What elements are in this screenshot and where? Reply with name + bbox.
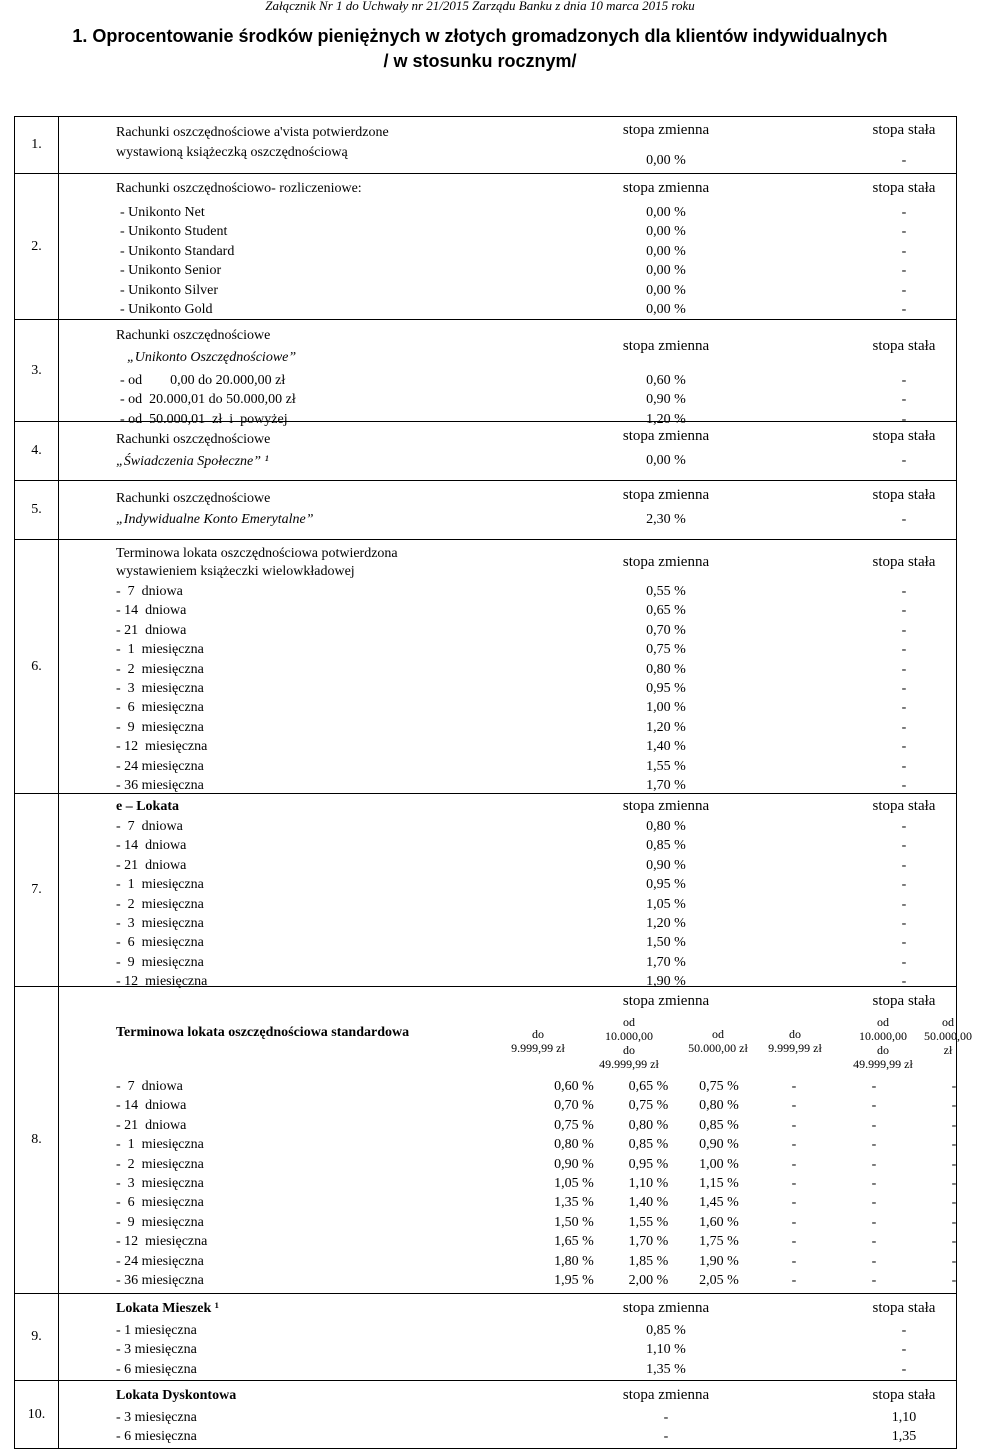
stopa-stala-header: stopa stała xyxy=(872,798,936,814)
rate-fixed: - xyxy=(901,1361,907,1377)
term-name: - 6 miesięczna xyxy=(116,1429,197,1445)
rate-fixed: - xyxy=(901,681,907,696)
rate-variable: 0,00 % xyxy=(646,153,686,168)
rate-variable: 1,50 % xyxy=(646,935,686,951)
product-name: - Unikonto Silver xyxy=(120,282,218,298)
section-body xyxy=(59,540,957,794)
rate-fixed: - xyxy=(901,453,907,468)
rate-variable: 1,40 % xyxy=(646,739,686,755)
term-name: - 9 miesięczna xyxy=(116,719,204,735)
term-name: - 9 miesięczna xyxy=(116,1214,204,1230)
term-name: - 36 miesięczna xyxy=(116,778,204,793)
stopa-zmienna-header: stopa zmienna xyxy=(622,428,710,444)
tier-header-line: 49.999,99 zł xyxy=(853,1057,913,1071)
rate-fixed: - xyxy=(901,838,907,854)
section-body xyxy=(59,174,957,320)
tier-header-line: od xyxy=(712,1027,724,1041)
tier-header-line: 10.000,00 xyxy=(859,1029,907,1043)
rate-fixed: - xyxy=(871,1253,877,1269)
term-name: - 1 miesięczna xyxy=(116,877,204,893)
term-name: - 3 miesięczna xyxy=(116,681,204,696)
term-name: - 6 miesięczna xyxy=(116,1195,204,1211)
rate-fixed: - xyxy=(791,1253,797,1269)
rate-variable: 0,65 % xyxy=(628,1079,669,1094)
rate-variable: 1,50 % xyxy=(554,1214,594,1230)
stopa-stala-header: stopa stała xyxy=(872,993,936,1009)
rate-variable: 1,05 % xyxy=(646,896,686,912)
rate-variable: 0,55 % xyxy=(646,584,686,599)
section-body xyxy=(59,987,972,1294)
section-s7 xyxy=(15,794,957,987)
term-name: - 7 dniowa xyxy=(116,819,183,834)
rate-variable: 0,75 % xyxy=(646,642,686,658)
section-title-line: Rachunki oszczędnościowe xyxy=(116,491,271,506)
rate-variable: 1,70 % xyxy=(628,1234,669,1250)
tier-header-line: od xyxy=(942,1015,954,1029)
section-body xyxy=(59,1294,957,1381)
product-name: - Unikonto Senior xyxy=(120,263,222,279)
section-number: 5. xyxy=(15,481,59,540)
rate-fixed: - xyxy=(901,896,907,912)
section-number: 9. xyxy=(15,1294,59,1381)
rate-fixed: - xyxy=(901,857,907,873)
term-name: - 2 miesięczna xyxy=(116,661,204,677)
term-name: - 6 miesięczna xyxy=(116,1361,197,1377)
rate-variable: 1,00 % xyxy=(699,1156,739,1172)
rate-variable: 0,85 % xyxy=(646,1323,686,1338)
term-name: - 2 miesięczna xyxy=(116,1156,204,1172)
section-title-line: Terminowa lokata oszczędnościowa potwierdzona xyxy=(116,546,398,561)
product-name: - Unikonto Student xyxy=(120,224,228,240)
rate-variable: 0,85 % xyxy=(628,1137,669,1153)
tier-header-line: 49.999,99 zł xyxy=(599,1057,659,1071)
rate-fixed: - xyxy=(901,153,907,168)
rate-variable: 0,75 % xyxy=(554,1117,594,1133)
rate-variable: 1,05 % xyxy=(554,1176,594,1191)
section-s1 xyxy=(15,117,957,174)
term-name: - 2 miesięczna xyxy=(116,896,204,912)
rate-fixed: - xyxy=(951,1079,957,1094)
rate-fixed: - xyxy=(901,819,907,834)
term-name: - 12 miesięczna xyxy=(116,974,208,990)
rate-variable: 0,00 % xyxy=(646,263,686,279)
term-name: - 14 dniowa xyxy=(116,1098,187,1114)
tier-header-line: od xyxy=(877,1015,889,1029)
rate-fixed: - xyxy=(951,1214,957,1230)
term-name: - 12 miesięczna xyxy=(116,1234,208,1250)
rate-fixed: - xyxy=(901,411,907,427)
stopa-zmienna-header: stopa zmienna xyxy=(622,798,710,814)
rate-variable: 0,85 % xyxy=(646,838,686,854)
term-name: - 21 dniowa xyxy=(116,857,187,873)
rate-variable: 1,90 % xyxy=(646,974,686,990)
rate-variable: 0,00 % xyxy=(646,243,686,259)
rate-fixed: - xyxy=(791,1195,797,1211)
tier-header xyxy=(912,1015,984,1057)
rate-variable: 0,80 % xyxy=(699,1098,739,1114)
rate-variable: 0,80 % xyxy=(628,1117,669,1133)
rate-variable: 1,45 % xyxy=(699,1195,739,1211)
stopa-stala-header: stopa stała xyxy=(872,180,936,196)
rate-fixed: - xyxy=(951,1273,957,1288)
section-s9 xyxy=(15,1294,957,1381)
rate-fixed: - xyxy=(791,1234,797,1250)
rate-fixed: - xyxy=(901,1323,907,1338)
rate-fixed: - xyxy=(791,1098,797,1114)
term-name: - 14 dniowa xyxy=(116,838,187,854)
term-name: - 7 dniowa xyxy=(116,1079,183,1094)
section-title: Rachunki oszczędnościowo- rozliczeniowe: xyxy=(116,181,362,196)
term-name: - 6 miesięczna xyxy=(116,700,204,716)
section-number: 6. xyxy=(15,540,59,794)
tier-header-line: 9.999,99 zł xyxy=(511,1041,565,1055)
rate-fixed: - xyxy=(901,373,907,388)
section-number: 3. xyxy=(15,320,59,422)
rate-variable: 1,00 % xyxy=(646,700,686,716)
rate-fixed: - xyxy=(901,584,907,599)
product-name: - Unikonto Gold xyxy=(120,302,213,317)
term-name: - 24 miesięczna xyxy=(116,1253,204,1269)
rate-fixed: - xyxy=(871,1176,877,1191)
section-title-line: „Unikonto Oszczędnościowe” xyxy=(127,350,297,365)
rate-variable: 0,90 % xyxy=(554,1156,594,1172)
term-name: - 21 dniowa xyxy=(116,622,187,638)
stopa-zmienna-header: stopa zmienna xyxy=(622,487,710,503)
section-number: 1. xyxy=(15,117,59,174)
rate-fixed: - xyxy=(951,1137,957,1153)
tier-header xyxy=(759,1027,831,1055)
rate-fixed: - xyxy=(791,1176,797,1191)
rate-fixed: - xyxy=(951,1098,957,1114)
rate-fixed: - xyxy=(901,642,907,658)
rate-fixed: 1,35 xyxy=(891,1429,917,1445)
rate-fixed: - xyxy=(951,1117,957,1133)
section-s8 xyxy=(15,987,957,1294)
rate-fixed: - xyxy=(791,1137,797,1153)
rate-fixed: - xyxy=(791,1273,797,1288)
rate-fixed: - xyxy=(901,954,907,970)
section-body xyxy=(59,1381,957,1449)
section-s2 xyxy=(15,174,957,320)
rate-variable: 1,55 % xyxy=(628,1214,669,1230)
rate-variable: 1,75 % xyxy=(699,1234,739,1250)
rate-variable: 0,80 % xyxy=(646,661,686,677)
stopa-stala-header: stopa stała xyxy=(872,428,936,444)
stopa-stala-header: stopa stała xyxy=(872,487,936,503)
document-title xyxy=(10,24,950,74)
section-title-line: Rachunki oszczędnościowe a'vista potwierdzone xyxy=(116,125,389,140)
rate-variable: 1,90 % xyxy=(699,1253,739,1269)
rate-variable: 1,40 % xyxy=(628,1195,669,1211)
rate-variable: 1,55 % xyxy=(646,758,686,774)
rate-fixed: - xyxy=(901,603,907,619)
rate-variable: 1,20 % xyxy=(646,411,686,427)
title-line-1: 1. Oprocentowanie środków pieniężnych w złotych gromadzonych dla klientów indywidualnych xyxy=(72,26,888,46)
term-name: - 3 miesięczna xyxy=(116,1410,197,1425)
rate-fixed: - xyxy=(901,392,907,408)
stopa-zmienna-header: stopa zmienna xyxy=(622,180,710,196)
stopa-zmienna-header: stopa zmienna xyxy=(622,1300,710,1316)
rate-fixed: - xyxy=(901,719,907,735)
section-title-line: wystawioną książeczką oszczędnościową xyxy=(116,145,348,160)
section-title: Lokata Dyskontowa xyxy=(116,1388,237,1403)
section-body xyxy=(59,794,957,990)
rate-fixed: - xyxy=(901,622,907,638)
tier-header-line: 9.999,99 zł xyxy=(768,1041,822,1055)
rate-variable: 1,35 % xyxy=(554,1195,594,1211)
tier-header-line: 10.000,00 xyxy=(605,1029,653,1043)
section-title-line: Rachunki oszczędnościowe xyxy=(116,432,271,447)
term-name: - 7 dniowa xyxy=(116,584,183,599)
rate-variable: 2,00 % xyxy=(628,1273,669,1288)
section-number: 10. xyxy=(15,1381,59,1449)
rate-fixed: - xyxy=(871,1098,877,1114)
rate-fixed: - xyxy=(901,224,907,240)
rate-variable: 0,75 % xyxy=(699,1079,739,1094)
rate-variable: 1,10 % xyxy=(646,1342,686,1358)
rate-variable: 0,90 % xyxy=(699,1137,739,1153)
rate-variable: 1,95 % xyxy=(554,1273,594,1288)
rate-variable: 1,20 % xyxy=(646,719,686,735)
rate-fixed: - xyxy=(901,512,907,527)
tier-header-line: 50.000,00 zł xyxy=(688,1041,748,1055)
rate-variable: 0,95 % xyxy=(646,877,686,893)
rate-fixed: - xyxy=(871,1156,877,1172)
stopa-zmienna-header: stopa zmienna xyxy=(622,554,710,570)
rate-fixed: - xyxy=(901,205,907,220)
term-name: - 36 miesięczna xyxy=(116,1273,204,1288)
rate-fixed: - xyxy=(901,282,907,298)
term-name: - 3 miesięczna xyxy=(116,1176,204,1191)
section-s5 xyxy=(15,481,957,540)
rates-table xyxy=(14,116,972,1449)
section-body xyxy=(59,117,957,174)
rate-variable: 0,70 % xyxy=(646,622,686,638)
rate-variable: - xyxy=(663,1410,669,1425)
tier-header-line: do xyxy=(789,1027,801,1041)
tier-header-line: do xyxy=(623,1043,635,1057)
stopa-stala-header: stopa stała xyxy=(872,1300,936,1316)
amount-range: - od 50.000,01 zł i powyżej xyxy=(120,411,288,427)
rate-variable: 0,65 % xyxy=(646,603,686,619)
rate-variable: 1,10 % xyxy=(628,1176,669,1191)
rate-variable: 0,60 % xyxy=(646,373,686,388)
rate-fixed: - xyxy=(871,1079,877,1094)
rate-fixed: - xyxy=(901,778,907,793)
rate-fixed: - xyxy=(901,758,907,774)
rate-variable: 0,00 % xyxy=(646,224,686,240)
term-name: - 3 miesięczna xyxy=(116,916,204,931)
stopa-zmienna-header: stopa zmienna xyxy=(622,993,710,1009)
term-name: - 21 dniowa xyxy=(116,1117,187,1133)
stopa-stala-header: stopa stała xyxy=(872,1387,936,1403)
rate-fixed: - xyxy=(901,974,907,990)
tier-header-line: od xyxy=(623,1015,635,1029)
stopa-stala-header: stopa stała xyxy=(872,122,936,138)
rate-variable: 2,05 % xyxy=(699,1273,739,1288)
rate-variable: 0,85 % xyxy=(699,1117,739,1133)
tier-header xyxy=(586,1015,672,1071)
rate-fixed: - xyxy=(951,1176,957,1191)
section-title: e – Lokata xyxy=(116,799,179,814)
document-note: Załącznik Nr 1 do Uchwały nr 21/2015 Zarządu Banku z dnia 10 marca 2015 roku xyxy=(265,0,695,13)
rate-variable: 2,30 % xyxy=(646,512,686,527)
section-s4 xyxy=(15,422,957,481)
rate-variable: 1,70 % xyxy=(646,954,686,970)
rate-fixed: - xyxy=(871,1195,877,1211)
product-name: - Unikonto Net xyxy=(120,205,205,220)
rate-fixed: - xyxy=(901,700,907,716)
rate-fixed: - xyxy=(901,661,907,677)
rate-variable: 0,70 % xyxy=(554,1098,594,1114)
rate-variable: 0,90 % xyxy=(646,392,686,408)
term-name: - 3 miesięczna xyxy=(116,1342,197,1358)
rate-variable: 1,70 % xyxy=(646,778,686,793)
rate-variable: 0,80 % xyxy=(646,819,686,834)
rate-variable: 0,80 % xyxy=(554,1137,594,1153)
rate-fixed: - xyxy=(871,1234,877,1250)
amount-range: - od 20.000,01 do 50.000,00 zł xyxy=(120,392,296,408)
stopa-stala-header: stopa stała xyxy=(872,338,936,354)
section-s3 xyxy=(15,320,957,422)
rate-fixed: - xyxy=(871,1137,877,1153)
rate-fixed: - xyxy=(871,1117,877,1133)
term-name: - 1 miesięczna xyxy=(116,1323,197,1338)
rate-variable: 0,60 % xyxy=(554,1079,594,1094)
tier-header-line: 50.000,00 xyxy=(924,1029,972,1043)
title-line-2: / w stosunku rocznym/ xyxy=(383,51,577,71)
term-name: - 6 miesięczna xyxy=(116,935,204,951)
rate-fixed: - xyxy=(951,1253,957,1269)
rate-fixed: - xyxy=(871,1273,877,1288)
rate-fixed: - xyxy=(901,916,907,931)
tier-header-line: do xyxy=(532,1027,544,1041)
rate-fixed: - xyxy=(951,1195,957,1211)
rate-variable: - xyxy=(663,1429,669,1445)
rate-variable: 0,00 % xyxy=(646,205,686,220)
rate-variable: 1,15 % xyxy=(699,1176,739,1191)
rate-variable: 1,85 % xyxy=(628,1253,669,1269)
rate-variable: 1,35 % xyxy=(646,1361,686,1377)
section-title: Lokata Mieszek ¹ xyxy=(116,1301,219,1316)
rate-fixed: - xyxy=(791,1156,797,1172)
stopa-stala-header: stopa stała xyxy=(872,554,936,570)
rate-variable: 0,00 % xyxy=(646,302,686,317)
stopa-zmienna-header: stopa zmienna xyxy=(622,122,710,138)
tier-header xyxy=(502,1027,574,1055)
product-name: - Unikonto Standard xyxy=(120,243,235,259)
term-name: - 24 miesięczna xyxy=(116,758,204,774)
rate-fixed: - xyxy=(951,1156,957,1172)
section-title-line: „Indywidualne Konto Emerytalne” xyxy=(116,512,314,527)
section-title-line: wystawieniem książeczki wielowkładowej xyxy=(116,564,355,579)
rate-fixed: - xyxy=(901,935,907,951)
section-body xyxy=(59,422,957,481)
rate-fixed: - xyxy=(901,263,907,279)
section-body xyxy=(59,481,957,540)
stopa-zmienna-header: stopa zmienna xyxy=(622,338,710,354)
section-number: 8. xyxy=(15,987,59,1294)
term-name: - 9 miesięczna xyxy=(116,954,204,970)
rate-fixed: - xyxy=(901,877,907,893)
section-number: 2. xyxy=(15,174,59,320)
section-number: 4. xyxy=(15,422,59,481)
rate-fixed: - xyxy=(901,739,907,755)
section-body xyxy=(59,320,957,427)
tier-header-line: zł xyxy=(943,1043,953,1057)
section-s10 xyxy=(15,1381,957,1449)
rate-fixed: - xyxy=(791,1214,797,1230)
term-name: - 14 dniowa xyxy=(116,603,187,619)
section-title-line: Rachunki oszczędnościowe xyxy=(116,328,271,343)
amount-range: - od 0,00 do 20.000,00 zł xyxy=(120,373,286,388)
rate-variable: 0,00 % xyxy=(646,453,686,468)
rate-variable: 0,90 % xyxy=(646,857,686,873)
rate-variable: 1,60 % xyxy=(699,1214,739,1230)
rate-fixed: - xyxy=(791,1079,797,1094)
section-title-line: „Świadczenia Społeczne” ¹ xyxy=(116,454,269,469)
rate-fixed: - xyxy=(901,243,907,259)
rate-variable: 0,75 % xyxy=(628,1098,669,1114)
tier-header-line: do xyxy=(877,1043,889,1057)
rate-variable: 1,65 % xyxy=(554,1234,594,1250)
rate-variable: 0,95 % xyxy=(628,1156,669,1172)
section-title: Terminowa lokata oszczędnościowa standardowa xyxy=(116,1025,410,1040)
rate-fixed: - xyxy=(951,1234,957,1250)
term-name: - 12 miesięczna xyxy=(116,739,208,755)
rate-fixed: - xyxy=(901,1342,907,1358)
rate-fixed: 1,10 xyxy=(891,1410,917,1425)
tier-header xyxy=(683,1027,753,1055)
rate-variable: 1,80 % xyxy=(554,1253,594,1269)
rate-variable: 0,00 % xyxy=(646,282,686,298)
rate-fixed: - xyxy=(901,302,907,317)
term-name: - 1 miesięczna xyxy=(116,1137,204,1153)
rate-variable: 0,95 % xyxy=(646,681,686,696)
rate-fixed: - xyxy=(871,1214,877,1230)
term-name: - 1 miesięczna xyxy=(116,642,204,658)
rate-variable: 1,20 % xyxy=(646,916,686,931)
section-s6 xyxy=(15,540,957,794)
rate-fixed: - xyxy=(791,1117,797,1133)
section-number: 7. xyxy=(15,794,59,987)
stopa-zmienna-header: stopa zmienna xyxy=(622,1387,710,1403)
